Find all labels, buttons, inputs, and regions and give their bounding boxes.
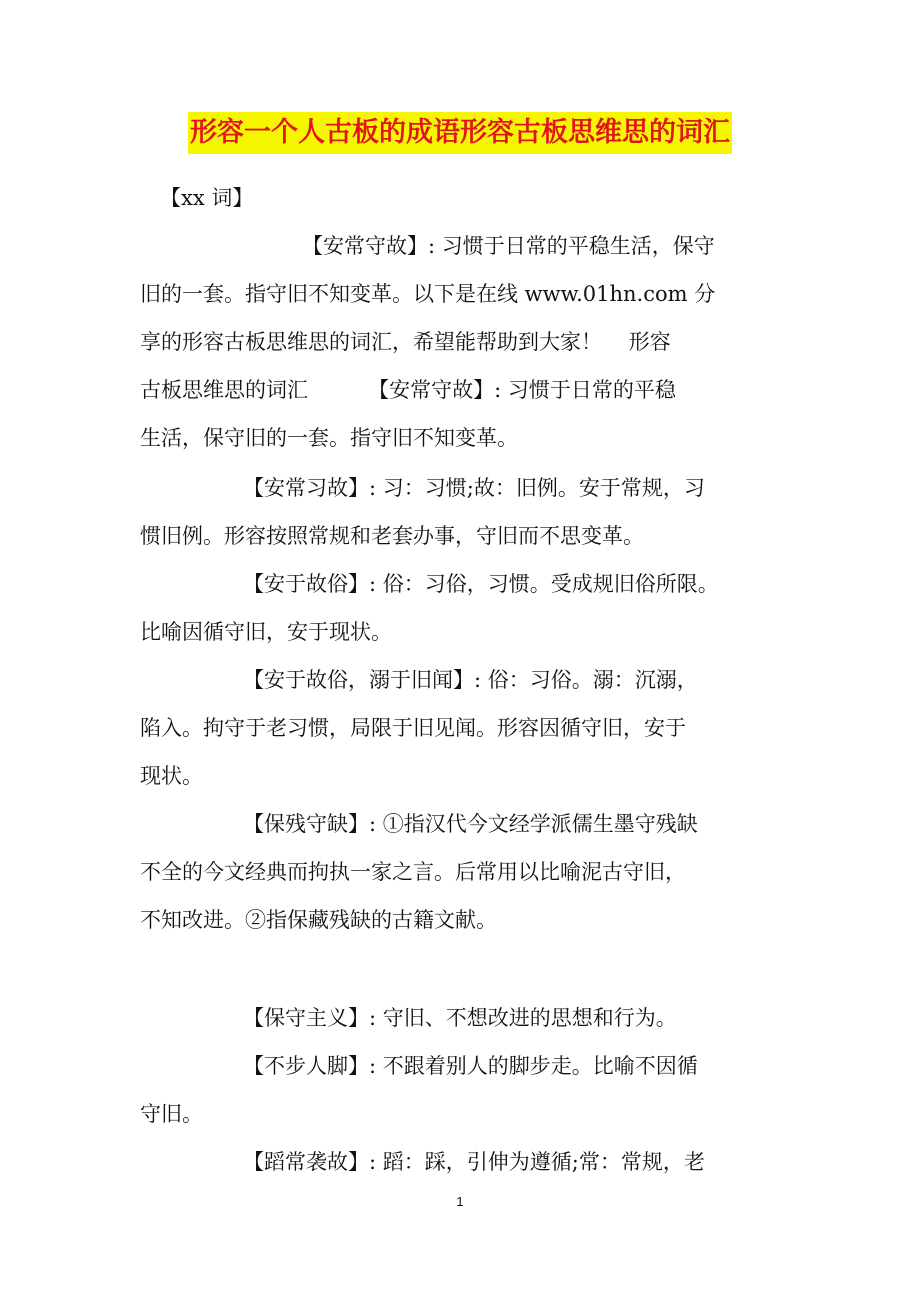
body-line: 【安于故俗】: 俗：习俗，习惯。受成规旧俗所限。 [243, 572, 719, 596]
body-line: 旧的一套。指守旧不知变革。以下是在线 www.01hn.com 分 [140, 282, 716, 306]
body-line: 陷入。拘守于老习惯，局限于旧见闻。形容因循守旧，安于 [140, 716, 686, 740]
body-line: 【不步人脚】: 不跟着别人的脚步走。比喻不因循 [243, 1054, 698, 1078]
body-line: 生活，保守旧的一套。指守旧不知变革。 [140, 426, 518, 450]
body-line: 不知改进。②指保藏残缺的古籍文献。 [140, 908, 497, 932]
body-line: 守旧。 [140, 1102, 203, 1126]
body-line: 【安常守故】: 习惯于日常的平稳生活，保守 [302, 234, 715, 258]
body-line: 古板思维思的词汇 【安常守故】: 习惯于日常的平稳 [140, 378, 676, 402]
page-number: 1 [456, 1194, 464, 1209]
body-line: 享的形容古板思维思的词汇，希望能帮助到大家！ 形容 [140, 330, 671, 354]
body-line: 现状。 [140, 764, 203, 788]
body-line: 不全的今文经典而拘执一家之言。后常用以比喻泥古守旧， [140, 860, 686, 884]
body-line: 【保残守缺】: ①指汉代今文经学派儒生墨守残缺 [243, 812, 698, 836]
document-title: 形容一个人古板的成语形容古板思维思的词汇 [188, 112, 732, 154]
body-line: 【安于故俗，溺于旧闻】: 俗：习俗。溺：沉溺， [243, 668, 698, 692]
section-label: 【xx 词】 [160, 186, 254, 210]
body-line: 【保守主义】: 守旧、不想改进的思想和行为。 [243, 1006, 677, 1030]
title-container [0, 112, 920, 154]
body-line: 【蹈常袭故】: 蹈：踩，引伸为遵循;常：常规，老 [243, 1150, 705, 1174]
body-line: 【安常习故】: 习：习惯;故：旧例。安于常规，习 [243, 476, 705, 500]
body-line: 惯旧例。形容按照常规和老套办事，守旧而不思变革。 [140, 524, 644, 548]
body-line: 比喻因循守旧，安于现状。 [140, 620, 392, 644]
